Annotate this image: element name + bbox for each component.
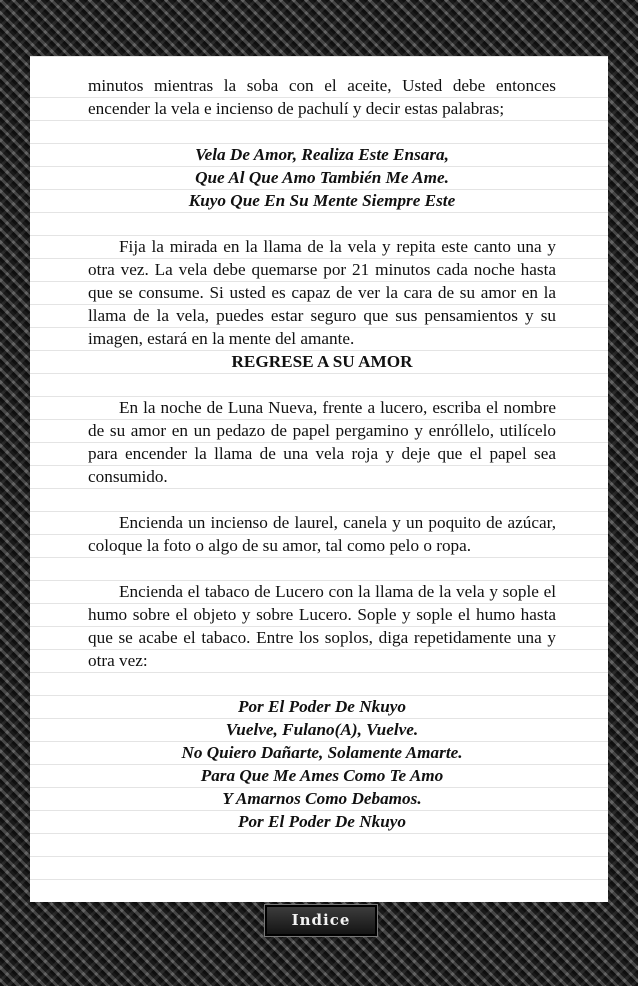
section-heading: REGRESE A SU AMOR bbox=[231, 352, 413, 371]
document-page bbox=[30, 56, 608, 902]
verse-line: Por El Poder De Nkuyo bbox=[237, 812, 407, 831]
verse-line: Por El Poder De Nkuyo bbox=[237, 697, 407, 716]
paragraph-tabaco: Encienda el tabaco de Lucero con la llama de la vela y sople el humo sobre el objeto y sobre Lucero. Sople y sople el humo hasta que se acabe el tabaco. Entre los soplos, diga repetidamente una y otra vez: bbox=[88, 582, 556, 670]
verse-line: Vuelve, Fulano(A), Vuelve. bbox=[225, 720, 419, 739]
index-button[interactable]: Indice bbox=[265, 905, 377, 936]
verse-line: Vela De Amor, Realiza Este Ensara, bbox=[195, 145, 449, 164]
verse-nkuyo bbox=[88, 695, 556, 833]
paragraph-incienso: Encienda un incienso de laurel, canela y un poquito de azúcar, coloque la foto o algo de su amor, tal como pelo o ropa. bbox=[88, 513, 556, 555]
verse-line: Y Amarnos Como Debamos. bbox=[222, 789, 422, 808]
verse-line: Que Al Que Amo También Me Ame. bbox=[195, 168, 449, 187]
verse-line: Kuyo Que En Su Mente Siempre Este bbox=[188, 191, 456, 210]
verse-vela-de-amor bbox=[88, 143, 556, 212]
verse-line: No Quiero Dañarte, Solamente Amarte. bbox=[181, 743, 463, 762]
verse-line: Para Que Me Ames Como Te Amo bbox=[200, 766, 444, 785]
paragraph-luna-nueva: En la noche de Luna Nueva, frente a lucero, escriba el nombre de su amor en un pedazo de papel pergamino y enróllelo, utilícelo para encender la llama de una vela roja y deje que el papel sea consumido. bbox=[88, 398, 556, 486]
paragraph-intro: minutos mientras la soba con el aceite, Usted debe entonces encender la vela e incienso de pachulí y decir estas palabras; bbox=[88, 76, 556, 118]
paragraph-fija: Fija la mirada en la llama de la vela y repita este canto una y otra vez. La vela debe quemarse por 21 minutos cada noche hasta que se consume. Si usted es capaz de ver la cara de su amor en la llama de la vela, puedes estar seguro que sus pensamientos y su imagen, estará en la mente del amante. bbox=[88, 237, 556, 348]
